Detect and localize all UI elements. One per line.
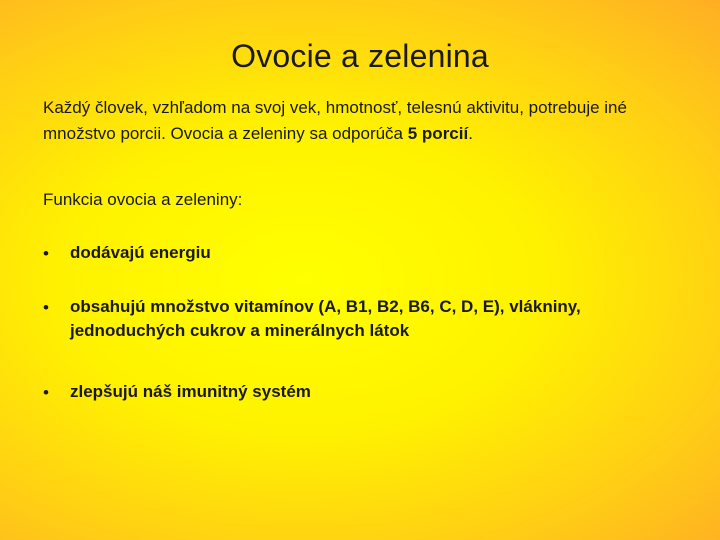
bullet-icon: • [43, 244, 49, 263]
list-item-text: dodávajú energiu [70, 243, 211, 262]
intro-bold-portions: 5 porcií [407, 124, 469, 143]
list-item-energy [43, 241, 693, 267]
intro-text: Každý človek, vzhľadom na svoj vek, hmotnosť, telesnú aktivitu, potrebuje iné množstvo porcii. Ovocia a zeleniny sa odporúča [43, 98, 627, 143]
bullet-icon: • [43, 383, 49, 402]
list-item-vitamins [43, 295, 693, 343]
list-item-text: obsahujú množstvo vitamínov (A, B1, B2, B6, C, D, E), vlákniny, jednoduchých cukrov a minerálnych látok [70, 297, 581, 340]
intro-paragraph [43, 95, 693, 147]
slide-title: Ovocie a zelenina [231, 38, 489, 74]
list-item-text: zlepšujú náš imunitný systém [70, 382, 311, 401]
bullet-icon: • [43, 298, 49, 317]
slide-body [43, 95, 693, 402]
intro-end: . [468, 124, 473, 143]
functions-heading: Funkcia ovocia a zeleniny: [43, 190, 243, 209]
list-item-immune [43, 380, 693, 406]
